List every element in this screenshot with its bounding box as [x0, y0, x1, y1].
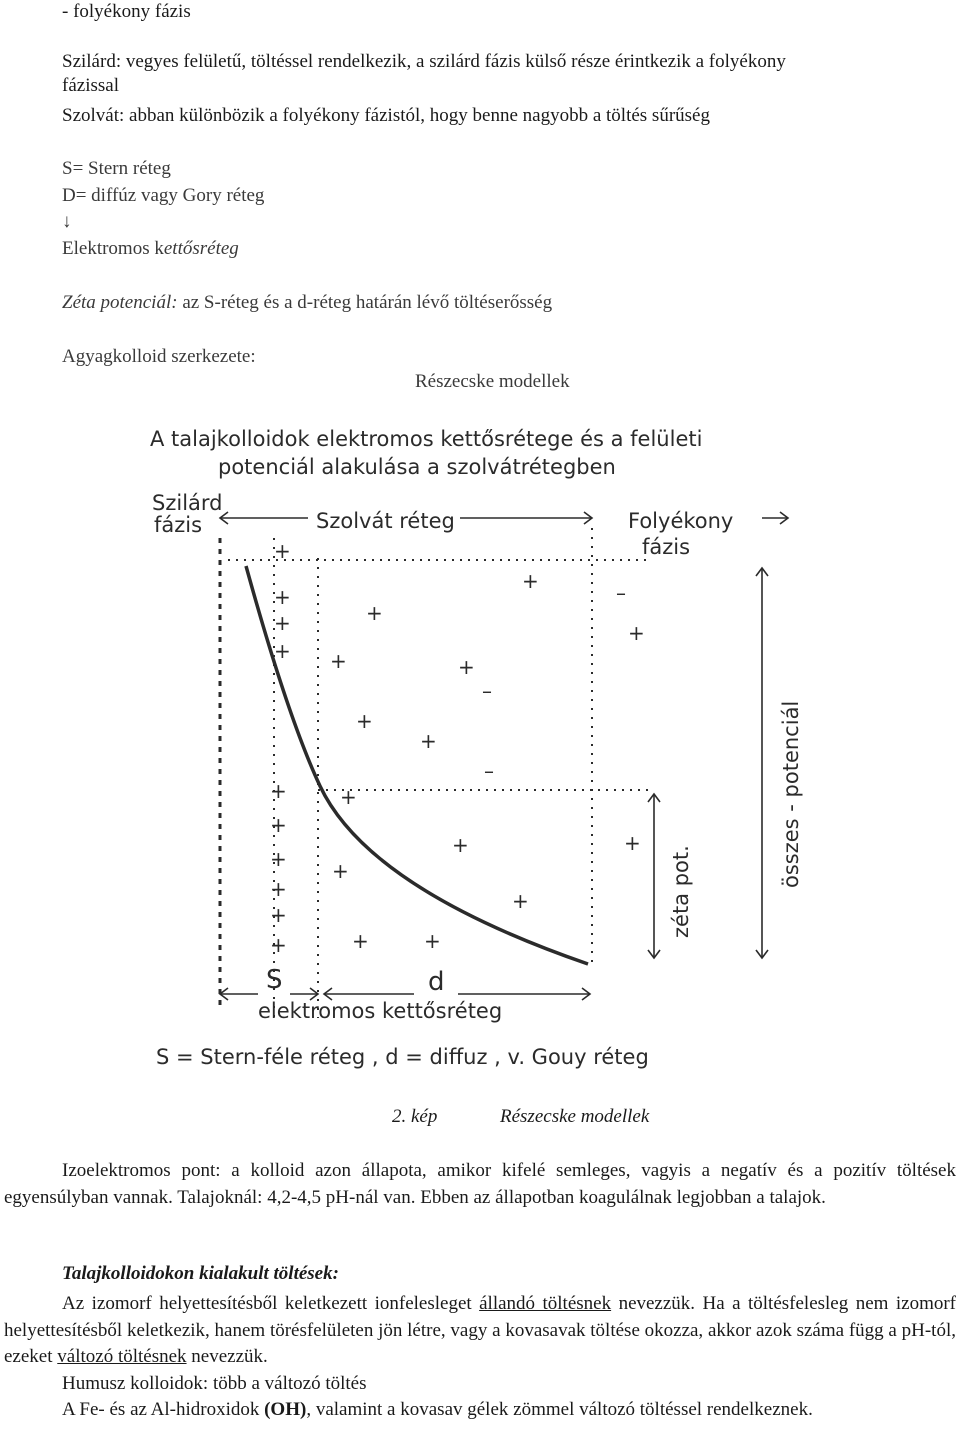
minus-sign: –	[482, 679, 492, 703]
plus-sign: +	[522, 569, 539, 593]
oh-formula: (OH)	[264, 1399, 307, 1420]
zeta-potential-label: zéta pot.	[669, 845, 693, 938]
zeta-label: Zéta potenciál:	[62, 292, 178, 313]
plus-sign: +	[270, 877, 287, 901]
double-layer-diagram	[148, 418, 803, 1086]
solvate-layer-label: Szolvát réteg	[316, 509, 455, 533]
figure-caption-title: Részecske modellek	[500, 1106, 650, 1127]
humus-paragraph	[4, 1371, 956, 1398]
charges-paragraph	[4, 1291, 956, 1371]
paragraph-text: Az izomorf helyettesítésből keletkezett ionfelesleget	[62, 1293, 480, 1314]
paragraph-text: A Fe- és az Al-hidroxidok	[62, 1399, 265, 1420]
minus-sign: –	[484, 759, 494, 783]
text-fragment: Elektromos k	[62, 238, 164, 259]
plus-sign: +	[332, 859, 349, 883]
text-line: Agyagkolloid szerkezete:	[62, 346, 256, 367]
plus-sign: +	[458, 655, 475, 679]
hydroxide-paragraph	[4, 1397, 956, 1424]
paragraph-text: Izoelektromos pont: a kolloid azon állapota, amikor kifelé semleges, vagyis a negatív és a pozitív töltések egyensúlyban vannak. Talajoknál: 4,2-4,5 pH-nál van. Ebben az állapotban koagulálnak legjobban a talajok.	[4, 1160, 956, 1208]
total-potential-arrow	[756, 568, 768, 958]
plus-sign: +	[270, 847, 287, 871]
text-line	[62, 237, 239, 261]
figure-legend: S = Stern-féle réteg , d = diffuz , v. Gouy réteg	[156, 1045, 649, 1069]
underlined-term: állandó töltésnek	[479, 1293, 612, 1314]
plus-sign: +	[352, 929, 369, 953]
plus-sign: +	[424, 929, 441, 953]
section-heading: Talajkolloidokon kialakult töltések:	[62, 1263, 339, 1284]
plus-sign: +	[340, 785, 357, 809]
plus-sign: +	[270, 813, 287, 837]
liquid-phase-label-1: Folyékony	[628, 509, 734, 533]
paragraph-text: , valamint a kovasav gélek zömmel változó töltéssel rendelkeznek.	[306, 1399, 813, 1420]
solid-phase-label-1: Szilárd	[152, 491, 223, 515]
text-line: D= diffúz vagy Gory réteg	[62, 185, 265, 206]
plus-sign: +	[274, 611, 291, 635]
solid-phase-label-2: fázis	[154, 513, 203, 537]
double-layer-label: elektromos kettősréteg	[258, 999, 503, 1023]
plus-sign: +	[270, 903, 287, 927]
plus-sign: +	[512, 889, 529, 913]
figure-title-1: A talajkolloidok elektromos kettősrétege és a felületi	[150, 427, 703, 451]
figure-title-2: potenciál alakulása a szolvátrétegben	[218, 455, 616, 479]
figure-caption-number: 2. kép	[392, 1106, 438, 1127]
s-label: S	[266, 965, 283, 995]
text-line: - folyékony fázis	[62, 1, 191, 22]
text-line: S= Stern réteg	[62, 158, 171, 179]
liquid-phase-label-2: fázis	[642, 535, 691, 559]
plus-sign: +	[274, 585, 291, 609]
text-line: fázissal	[62, 75, 119, 96]
plus-sign: +	[270, 779, 287, 803]
zeta-text: az S-réteg és a d-réteg határán lévő töltéserősség	[177, 292, 553, 313]
isoelectric-paragraph	[4, 1158, 956, 1211]
plus-sign: +	[628, 621, 645, 645]
plus-sign: +	[366, 601, 383, 625]
text-line: Részecske modellek	[415, 371, 570, 392]
plus-sign: +	[356, 709, 373, 733]
dotted-guides	[228, 560, 648, 790]
plus-sign: +	[452, 833, 469, 857]
charge-signs	[270, 539, 645, 957]
paragraph-text: nevezzük.	[186, 1346, 268, 1367]
plus-sign: +	[624, 831, 641, 855]
zeta-definition	[62, 291, 552, 315]
minus-sign: –	[616, 581, 626, 605]
text-line: Szilárd: vegyes felületű, töltéssel rendelkezik, a szilárd fázis külső része érintkezik a folyékony	[62, 51, 786, 72]
d-label: d	[428, 967, 445, 997]
text-line: Szolvát: abban különbözik a folyékony fázistól, hogy benne nagyobb a töltés sűrűség	[62, 105, 710, 126]
plus-sign: +	[274, 539, 291, 563]
paragraph-text: nevezzük. Ha a töltésfelesleg nem izomorf helyettesítésből keletkezik, hanem törésfelületen jön létre, vagy a kovasavak töltése okozza, akkor azok száma függ a pH-tól, ezeket	[4, 1293, 957, 1367]
down-arrow-icon: ↓	[62, 211, 72, 232]
zeta-potential-arrow	[648, 794, 660, 958]
paragraph-text: Humusz kolloidok: több a változó töltés	[62, 1373, 367, 1394]
text-fragment-italic: ettősréteg	[163, 238, 239, 259]
total-potential-label: összes - potenciál	[779, 700, 803, 888]
underlined-term: változó töltésnek	[57, 1346, 187, 1367]
plus-sign: +	[330, 649, 347, 673]
plus-sign: +	[270, 933, 287, 957]
potential-curve	[246, 566, 588, 964]
plus-sign: +	[274, 639, 291, 663]
plus-sign: +	[420, 729, 437, 753]
